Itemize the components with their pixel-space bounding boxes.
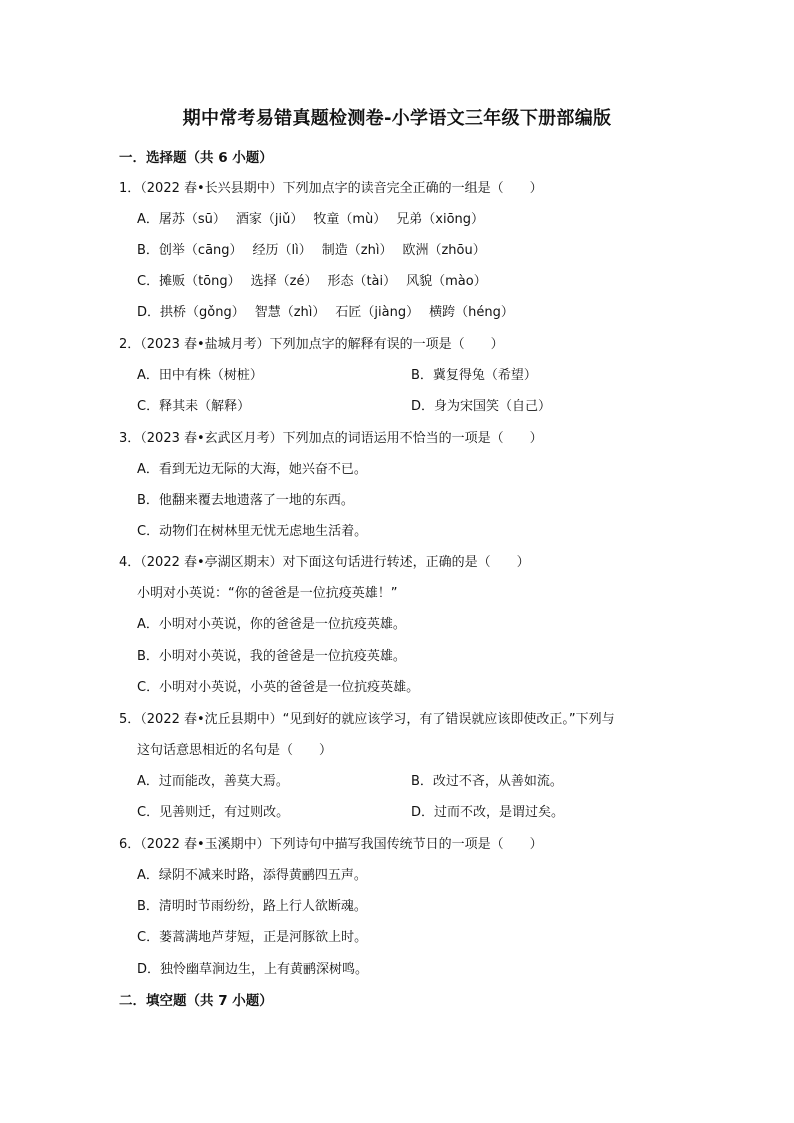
- question-4-option-a[interactable]: A．小明对小英说，你的爸爸是一位抗疫英雄。: [137, 617, 406, 632]
- question-1-option-a[interactable]: [137, 208, 494, 227]
- question-5-option-d[interactable]: D．过而不改，是谓过矣。: [411, 805, 565, 820]
- question-4-option-c[interactable]: C．小明对小英说，小英的爸爸是一位抗疫英雄。: [137, 680, 420, 695]
- question-3-option-b[interactable]: B．他翻来覆去地遗落了一地的东西。: [137, 493, 354, 508]
- question-2-option-a[interactable]: A．田中有株（树桩）: [137, 368, 263, 383]
- question-5-option-c[interactable]: C．见善则迁，有过则改。: [137, 805, 290, 820]
- question-4-stem: 4．（2022 春•亭湖区期末）对下面这句话进行转述，正确的是（ ）: [119, 555, 530, 570]
- question-1-option-b[interactable]: [137, 239, 496, 258]
- page-title: 期中常考易错真题检测卷-小学语文三年级下册部编版: [182, 108, 612, 129]
- option-d-word-1: D．拱桥（gǒng）: [137, 305, 245, 320]
- option-b-word-1: B．创举（cāng）: [137, 243, 243, 258]
- question-2-option-c[interactable]: C．释其耒（解释）: [137, 399, 251, 414]
- question-2-stem: 2．（2023 春•盐城月考）下列加点字的解释有误的一项是（ ）: [119, 337, 504, 352]
- question-6-stem: 6．（2022 春•玉溪期中）下列诗句中描写我国传统节日的一项是（ ）: [119, 837, 543, 852]
- option-c-word-2: 选择（zé）: [250, 274, 318, 289]
- option-b-word-4: 欧洲（zhōu）: [402, 243, 486, 258]
- question-6-option-a[interactable]: A．绿阴不减来时路，添得黄鹂四五声。: [137, 868, 367, 883]
- question-2-option-b[interactable]: B．冀复得兔（希望）: [411, 368, 537, 383]
- option-d-word-2: 智慧（zhì）: [254, 305, 326, 320]
- question-3-option-c[interactable]: C．动物们在树林里无忧无虑地生活着。: [137, 524, 368, 539]
- section-heading-fill-blank: 二．填空题（共 7 小题）: [119, 993, 273, 1009]
- option-c-word-3: 形态（tài）: [327, 274, 397, 289]
- question-1-option-c[interactable]: [137, 270, 497, 289]
- question-2-option-d[interactable]: D．身为宋国笑（自己）: [411, 399, 552, 414]
- question-4-quote: 小明对小英说：“你的爸爸是一位抗疫英雄！”: [137, 586, 398, 601]
- question-1-stem: 1．（2022 春•长兴县期中）下列加点字的读音完全正确的一组是（ ）: [119, 181, 543, 196]
- question-3-option-a[interactable]: A．看到无边无际的大海，她兴奋不已。: [137, 462, 367, 477]
- question-5-option-b[interactable]: B．改过不吝，从善如流。: [411, 774, 563, 789]
- question-6-option-c[interactable]: C．蒌蒿满地芦芽短，正是河豚欲上时。: [137, 930, 368, 945]
- question-6-option-d[interactable]: D．独怜幽草涧边生，上有黄鹂深树鸣。: [137, 962, 369, 977]
- option-a-word-1: A．屠苏（sū）: [137, 212, 226, 227]
- question-5-option-a[interactable]: A．过而能改，善莫大焉。: [137, 774, 289, 789]
- option-a-word-3: 牧童（mù）: [313, 212, 387, 227]
- section-heading-choice: 一．选择题（共 6 小题）: [119, 150, 273, 166]
- option-c-word-1: C．摊贩（tōng）: [137, 274, 241, 289]
- option-c-word-4: 风貌（mào）: [406, 274, 487, 289]
- option-d-word-3: 石匠（jiàng）: [335, 305, 420, 320]
- option-d-word-4: 横跨（héng）: [429, 305, 514, 320]
- option-a-word-4: 兄弟（xiōng）: [396, 212, 485, 227]
- option-a-word-2: 酒家（jiǔ）: [235, 212, 304, 227]
- question-6-option-b[interactable]: B．清明时节雨纷纷，路上行人欲断魂。: [137, 899, 367, 914]
- question-1-option-d[interactable]: [137, 301, 524, 320]
- option-b-word-3: 制造（zhì）: [321, 243, 393, 258]
- question-3-stem: 3．（2023 春•玄武区月考）下列加点的词语运用不恰当的一项是（ ）: [119, 431, 543, 446]
- question-4-option-b[interactable]: B．小明对小英说，我的爸爸是一位抗疫英雄。: [137, 649, 406, 664]
- question-5-stem-continued: 这句话意思相近的名句是（ ）: [137, 743, 333, 758]
- question-5-stem: 5．（2022 春•沈丘县期中）“见到好的就应该学习，有了错误就应该即使改正。”下列与: [119, 712, 615, 727]
- option-b-word-2: 经历（lì）: [252, 243, 312, 258]
